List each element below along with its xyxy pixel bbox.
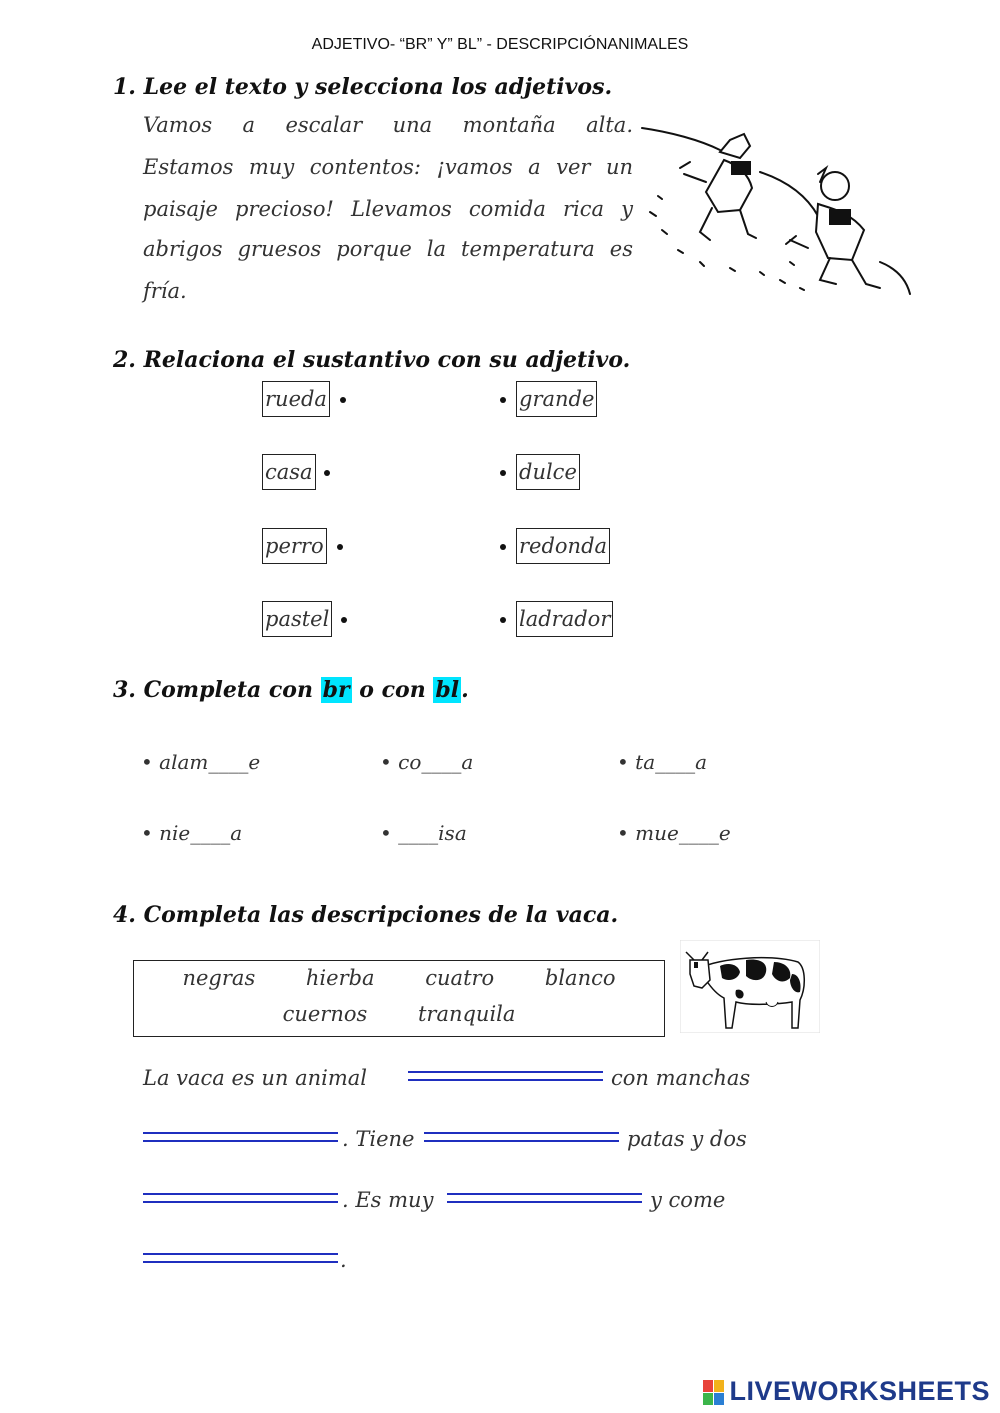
description-text-2: con manchas	[611, 1066, 751, 1090]
liveworksheets-brand-text: LIVEWORKSHEETS	[729, 1376, 990, 1406]
bank-word-blanco: blanco	[544, 966, 616, 990]
adjective-dot-4[interactable]	[500, 617, 506, 623]
word-bank-row-2	[134, 1002, 664, 1026]
adjective-dot-1[interactable]	[500, 397, 506, 403]
question-3-title	[113, 677, 469, 703]
adjective-box-ladrador[interactable]: ladrador	[516, 601, 613, 637]
noun-dot-2[interactable]	[324, 470, 330, 476]
q1-line-1[interactable]: Vamos a escalar una montaña alta.	[143, 113, 633, 137]
fill-blank-niebla[interactable]: • nie____a	[141, 821, 243, 845]
bank-word-cuatro: cuatro	[425, 966, 495, 990]
description-text-6: y come	[650, 1188, 726, 1212]
mountain-climbers-icon	[640, 112, 915, 302]
description-text-4: patas y dos	[627, 1127, 747, 1151]
answer-line-5[interactable]	[447, 1193, 642, 1203]
q1-line-2[interactable]: Estamos muy contentos: ¡vamos a ver un	[143, 155, 633, 179]
adjective-box-grande[interactable]: grande	[516, 381, 597, 417]
worksheet-header: ADJETIVO- “BR” Y” BL” - DESCRIPCIÓNANIMALES	[311, 36, 689, 53]
fill-blank-alambre[interactable]: • alam____e	[141, 750, 261, 774]
bank-word-tranquila: tranquila	[417, 1002, 516, 1026]
liveworksheets-logo-icon	[703, 1380, 725, 1406]
answer-line-4[interactable]	[143, 1193, 338, 1203]
noun-box-perro[interactable]: perro	[262, 528, 327, 564]
noun-box-casa[interactable]: casa	[262, 454, 316, 490]
fill-blank-brisa[interactable]: • ____isa	[380, 821, 467, 845]
word-bank	[133, 960, 665, 1037]
fill-blank-mueble[interactable]: • mue____e	[617, 821, 731, 845]
answer-line-1[interactable]	[408, 1071, 603, 1081]
question-2-title: 2. Relaciona el sustantivo con su adjetivo.	[113, 347, 631, 373]
description-text-1: La vaca es un animal	[143, 1066, 367, 1090]
answer-line-3[interactable]	[424, 1132, 619, 1142]
fill-blank-cobra[interactable]: • co____a	[380, 750, 474, 774]
bank-word-negras: negras	[182, 966, 256, 990]
adjective-box-redonda[interactable]: redonda	[516, 528, 610, 564]
word-bank-row-1	[134, 966, 664, 990]
cow-icon	[680, 940, 820, 1033]
question-1-title: 1. Lee el texto y selecciona los adjetivos.	[113, 74, 613, 100]
question-4-title: 4. Completa las descripciones de la vaca.	[113, 902, 619, 928]
q3-highlight-br: br	[322, 677, 350, 703]
q1-line-3[interactable]: paisaje precioso! Llevamos comida rica y	[143, 197, 633, 221]
adjective-dot-3[interactable]	[500, 544, 506, 550]
noun-dot-3[interactable]	[337, 544, 343, 550]
fill-blank-tabla[interactable]: • ta____a	[617, 750, 708, 774]
description-text-5: . Es muy	[342, 1188, 434, 1212]
q1-line-4[interactable]: abrigos gruesos porque la temperatura es	[143, 237, 633, 261]
answer-line-2[interactable]	[143, 1132, 338, 1142]
q3-title-start: 3. Completa con	[113, 677, 313, 703]
adjective-dot-2[interactable]	[500, 470, 506, 476]
q3-highlight-bl: bl	[435, 677, 460, 703]
liveworksheets-logo	[703, 1376, 990, 1407]
bank-word-cuernos: cuernos	[282, 1002, 368, 1026]
q3-title-middle: o con	[359, 677, 426, 703]
noun-dot-1[interactable]	[340, 397, 346, 403]
answer-line-6[interactable]	[143, 1253, 338, 1263]
q1-line-5[interactable]: fría.	[143, 279, 187, 303]
bank-word-hierba: hierba	[305, 966, 375, 990]
noun-dot-4[interactable]	[341, 617, 347, 623]
description-text-3: . Tiene	[342, 1127, 415, 1151]
adjective-box-dulce[interactable]: dulce	[516, 454, 580, 490]
q3-title-end: .	[461, 677, 469, 703]
description-text-7: .	[340, 1248, 347, 1272]
noun-box-rueda[interactable]: rueda	[262, 381, 330, 417]
noun-box-pastel[interactable]: pastel	[262, 601, 332, 637]
